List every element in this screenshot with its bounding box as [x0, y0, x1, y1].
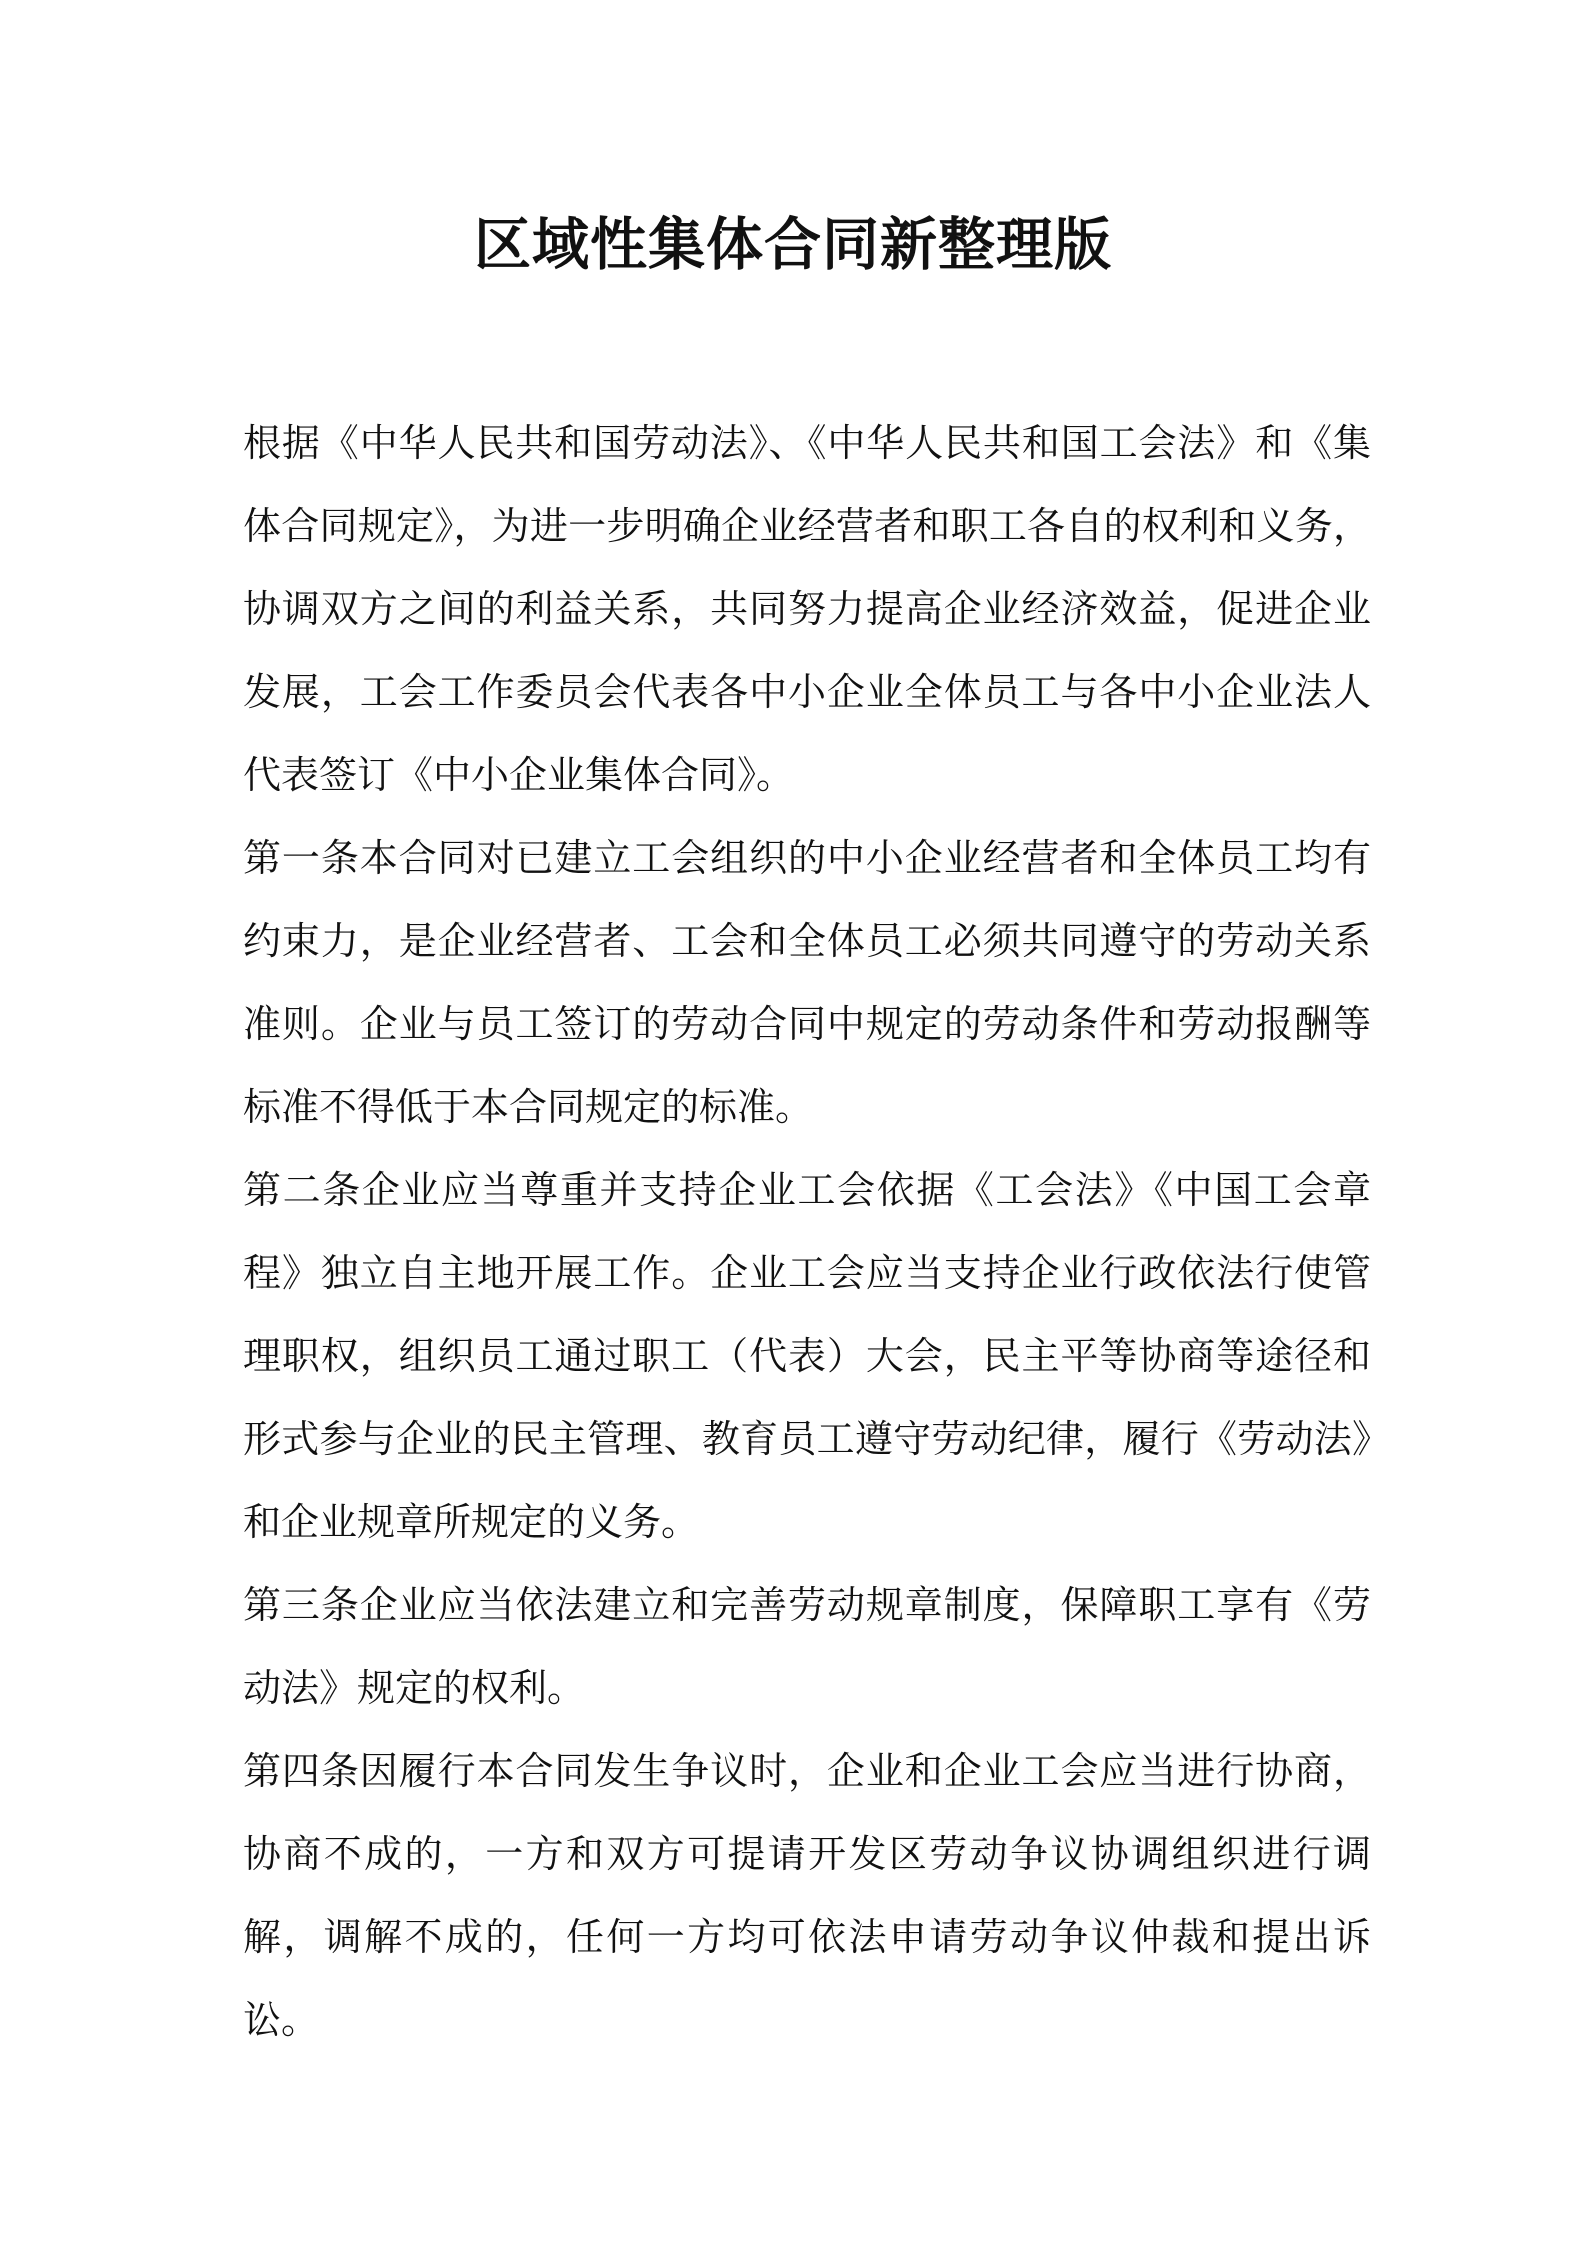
document-body — [243, 402, 1371, 2062]
article-3-paragraph: 第三条企业应当依法建立和完善劳动规章制度，保障职工享有《劳动法》规定的权利。 — [243, 1583, 1371, 1710]
document-title: 区域性集体合同新整理版 — [474, 212, 1112, 278]
article-1-paragraph: 第一条本合同对已建立工会组织的中小企业经营者和全体员工均有约束力，是企业经营者、工会和全体员工必须共同遵守的劳动关系准则。企业与员工签订的劳动合同中规定的劳动条件和劳动报酬等标准不得低于本合同规定的标准。 — [243, 836, 1371, 1129]
article-2-paragraph: 第二条企业应当尊重并支持企业工会依据《工会法》《中国工会章程》独立自主地开展工作。企业工会应当支持企业行政依法行使管理职权，组织员工通过职工（代表）大会，民主平等协商等途径和形式参与企业的民主管理、教育员工遵守劳动纪律，履行《劳动法》和企业规章所规定的义务。 — [243, 1168, 1371, 1544]
preamble-paragraph: 根据《中华人民共和国劳动法》、《中华人民共和国工会法》和《集体合同规定》，为进一步明确企业经营者和职工各自的权利和义务，协调双方之间的利益关系，共同努力提高企业经济效益，促进企业发展，工会工作委员会代表各中小企业全体员工与各中小企业法人代表签订《中小企业集体合同》。 — [243, 421, 1371, 797]
article-4-paragraph: 第四条因履行本合同发生争议时，企业和企业工会应当进行协商，协商不成的，一方和双方可提请开发区劳动争议协调组织进行调解，调解不成的，任何一方均可依法申请劳动争议仲裁和提出诉讼。 — [243, 1749, 1371, 2042]
